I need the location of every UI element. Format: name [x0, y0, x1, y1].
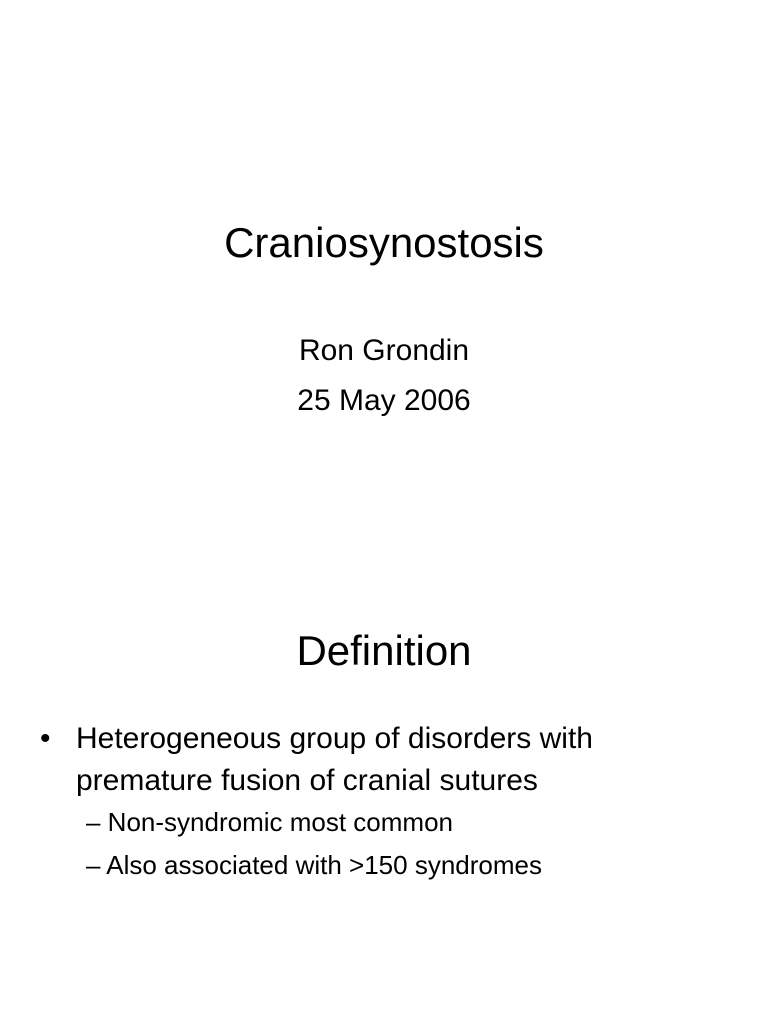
- bullet-dot-icon: •: [40, 722, 51, 755]
- bullet-item: [40, 718, 730, 802]
- author-name: Ron Grondin: [298, 334, 470, 367]
- sub-bullet-item: – Non-syndromic most common: [86, 807, 453, 837]
- bullet-text: Heterogeneous group of disorders with premature fusion of cranial sutures: [76, 722, 593, 797]
- sub-bullet-item: – Also associated with >150 syndromes: [86, 850, 542, 880]
- definition-slide: [0, 512, 768, 1024]
- presentation-date: 25 May 2006: [297, 384, 471, 417]
- slide-title: Craniosynostosis: [224, 219, 544, 266]
- slide-title: Definition: [296, 627, 472, 674]
